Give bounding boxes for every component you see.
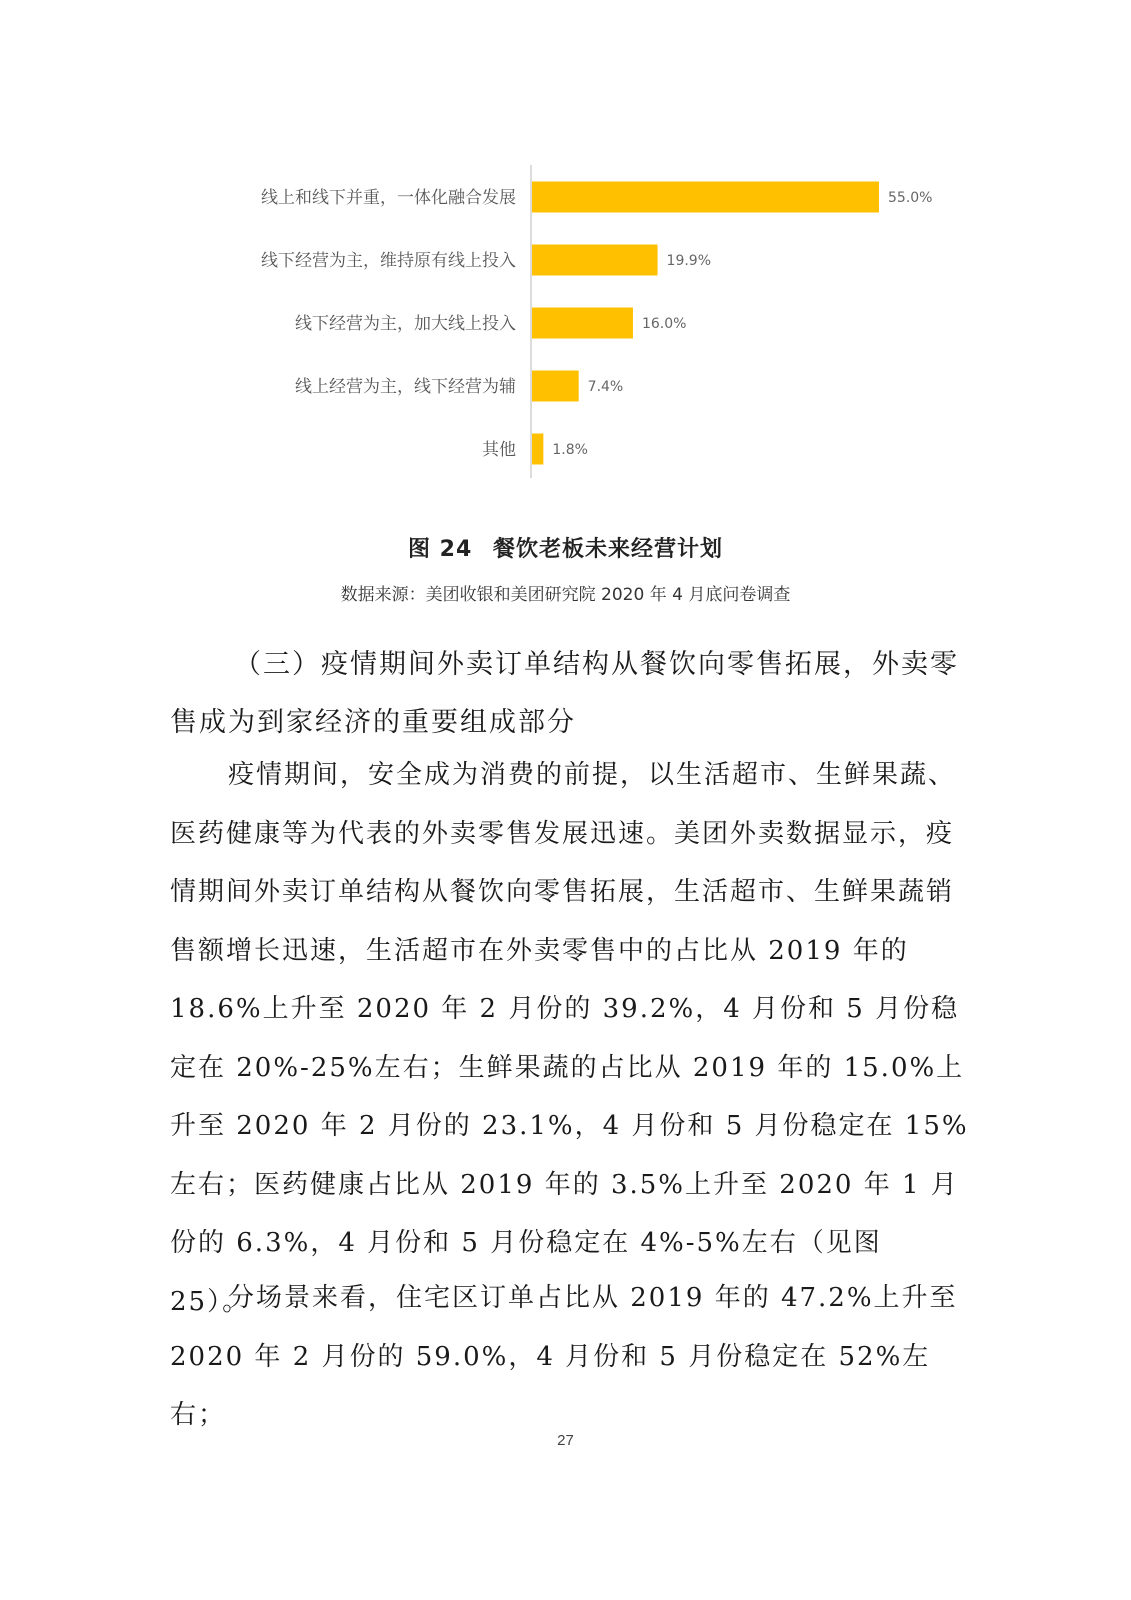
bar-chart <box>0 0 1131 500</box>
category-label-2: 线下经营为主，加大线上投入 <box>295 314 516 334</box>
value-label-0: 55.0% <box>888 190 933 206</box>
value-label-2: 16.0% <box>641 316 687 332</box>
body-paragraph-2: 分场景来看，住宅区订单占比从 2019 年的 47.2%上升至 2020 年 2 月份的 59.0%，4 月份和 5 月份稳定在 52%左右； <box>170 1283 958 1430</box>
body-paragraph-1: 疫情期间，安全成为消费的前提，以生活超市、生鲜果蔬、医药健康等为代表的外卖零售发展迅速。美团外卖数据显示，疫情期间外卖订单结构从餐饮向零售拓展，生活超市、生鲜果蔬销售额增长迅速，生活超市在外卖零售中的占比从 2019 年的 18.6%上升至 2020 年 2 月份的 39.2%，4 月份和 5 月份稳定在 20%-25%左右；生鲜果蔬的占比从 2019 年的 15.0%上升至 2020 年 2 月份的 23.1%，4 月份和 5 月份稳定在 15%左右；医药健康占比从 2019 年的 3.5%上升至 2020 年 1 月份的 6.3%，4 月份和 5 月份稳定在 4%-5%左右（见图 25）。 <box>170 760 969 1317</box>
category-label-4: 其他 <box>482 440 516 460</box>
figure-number: 图 24 <box>408 537 473 562</box>
bar-0 <box>532 182 879 213</box>
page-number: 27 <box>557 1432 574 1449</box>
bar-1 <box>532 245 658 276</box>
value-label-1: 19.9% <box>666 253 712 269</box>
bar-2 <box>532 308 633 339</box>
figure-source: 数据来源：美团收银和美团研究院 2020 年 4 月底问卷调查 <box>340 585 791 605</box>
category-label-1: 线下经营为主，维持原有线上投入 <box>261 251 516 271</box>
figure-title: 餐饮老板未来经营计划 <box>492 537 723 562</box>
figure-caption <box>0 532 1131 563</box>
value-label-4: 1.8% <box>552 442 588 458</box>
category-label-0: 线上和线下并重，一体化融合发展 <box>261 188 516 208</box>
bar-3 <box>532 371 579 402</box>
section-heading: （三）疫情期间外卖订单结构从餐饮向零售拓展，外卖零售成为到家经济的重要组成部分 <box>170 649 959 738</box>
value-label-3: 7.4% <box>587 379 624 395</box>
category-label-3: 线上经营为主，线下经营为辅 <box>295 377 516 397</box>
bar-4 <box>532 434 543 465</box>
